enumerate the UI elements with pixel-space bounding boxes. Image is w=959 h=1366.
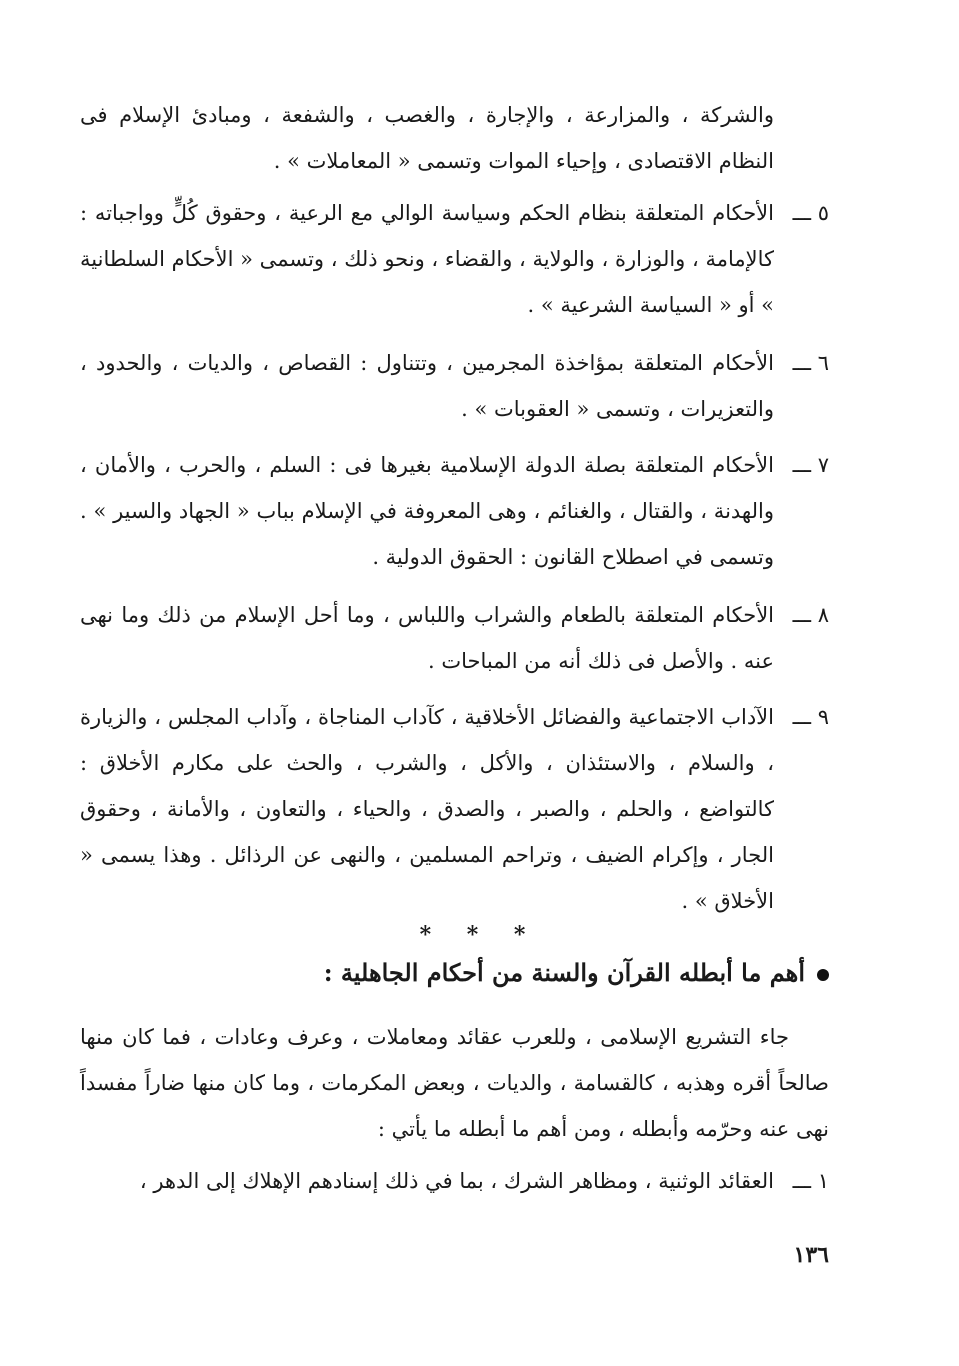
item-text: الأحكام المتعلقة بمؤاخذة المجرمين ، وتتناول : القصاص ، والديات ، والحدود ، والتعزيرات ، وتسمى « العقوبات » .	[80, 351, 774, 421]
item-number: ٩ ـــ	[792, 705, 829, 729]
list-item	[80, 592, 829, 684]
section-separator: * * *	[419, 922, 540, 948]
continuation-paragraph: والشركة ، والمزارعة ، والإجارة ، والغصب ، والشفعة ، ومبادئ الإسلام فى النظام الاقتصادى ، وإحياء الموات وتسمى « المعاملات » .	[80, 103, 774, 173]
item-number: ٧ ـــ	[792, 453, 829, 477]
item-number: ٦ ـــ	[792, 351, 829, 375]
section-heading	[80, 950, 829, 996]
list-item	[80, 694, 829, 924]
item-text: الآداب الاجتماعية والفضائل الأخلاقية ، كآداب المناجاة ، وآداب المجلس ، والزيارة ، والسلام ، والاستئذان ، والأكل ، والشرب ، والحث على مكارم الأخلاق : كالتواضع ، والحلم ، والصبر ، والصدق ، والحياء ، والتعاون ، والأمانة ، وحقوق الجار ، وإكرام الضيف ، وتراحم المسلمين ، والنهى عن الرذائل . وهذا يسمى « الأخلاق » .	[80, 705, 774, 913]
item-text: الأحكام المتعلقة بالطعام والشراب واللباس ، وما أحل الإسلام من ذلك وما نهى عنه . والأصل فى ذلك أنه من المباحات .	[80, 603, 774, 673]
item-number: ٨ ـــ	[792, 603, 829, 627]
list-item	[80, 442, 829, 580]
body-paragraph: جاء التشريع الإسلامى ، وللعرب عقائد ومعاملات ، وعرف وعادات ، فما كان منها صالحاً أقره وهذبه ، كالقسامة ، والديات ، وبعض المكرمات ، وما كان منها ضاراً مفسداً نهى عنه وحرّمه وأبطله ، ومن أهم ما أبطله ما يأتي :	[80, 1025, 829, 1141]
item-number: ٥ ـــ	[792, 201, 829, 225]
section-heading-text: أهم ما أبطله القرآن والسنة من أحكام الجاهلية :	[323, 958, 805, 987]
list-item	[80, 340, 829, 432]
list-item	[80, 190, 829, 328]
list-item	[80, 1158, 829, 1204]
item-number: ١ ـــ	[792, 1169, 829, 1193]
item-text: الأحكام المتعلقة بصلة الدولة الإسلامية بغيرها فى : السلم ، والحرب ، والأمان ، والهدنة ، والقتال ، والغنائم ، وهى المعروفة في الإسلام بباب « الجهاد والسير » . وتسمى في اصطلاح القانون : الحقوق الدولية .	[80, 453, 774, 569]
item-text: الأحكام المتعلقة بنظام الحكم وسياسة الوالي مع الرعية ، وحقوق كُلٍّ وواجباته : كالإمامة ، والوزارة ، والولاية ، والقضاء ، ونحو ذلك ، وتسمى « الأحكام السلطانية » أو « السياسة الشرعية » .	[80, 201, 774, 317]
page-number: ١٣٦	[793, 1242, 829, 1268]
bullet-icon	[817, 969, 829, 981]
item-text: العقائد الوثنية ، ومظاهر الشرك ، بما في ذلك إسنادهم الإهلاك إلى الدهر ،	[139, 1169, 774, 1193]
